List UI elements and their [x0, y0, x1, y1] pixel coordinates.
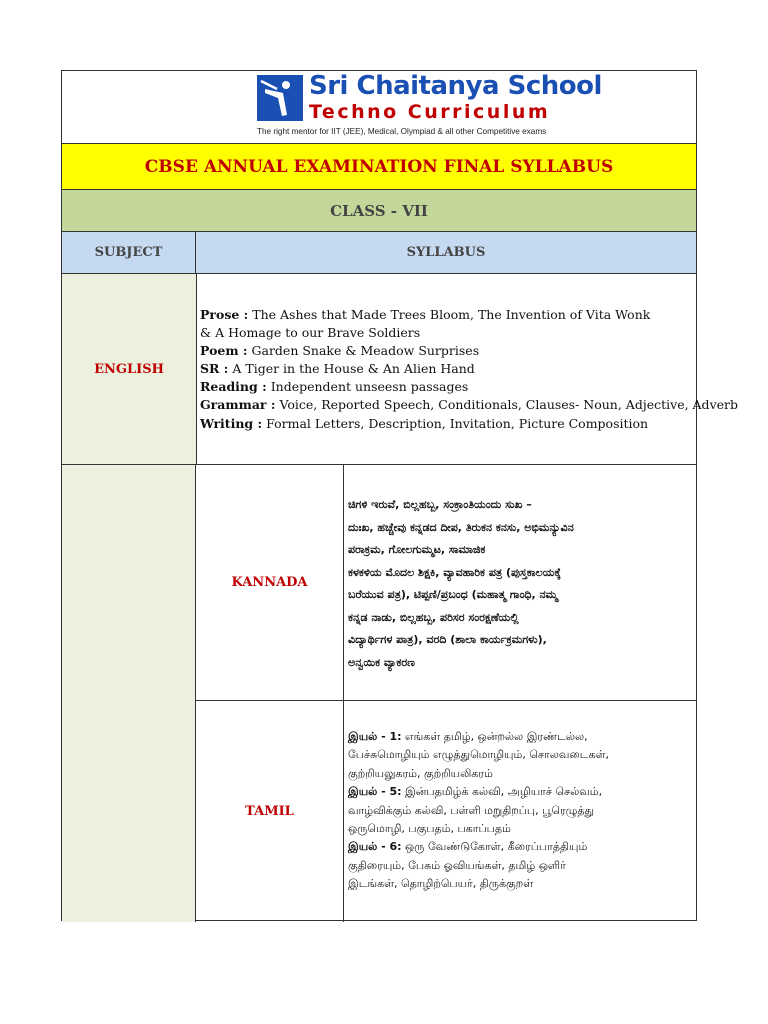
table-bottom-border [196, 920, 696, 921]
tamil-syllabus-cell [344, 701, 696, 922]
english-row [62, 274, 738, 465]
syllabus-line: வாழ்விக்கும் கல்வி, பள்ளி மறுதிறப்பு, பூரெழுத்து [348, 803, 595, 817]
syllabus-line: Prose : The Ashes that Made Trees Bloom, The Invention of Vita Wonk [200, 307, 651, 322]
syllabus-line: குற்றியலுகரம், குற்றியலிகரம் [348, 766, 493, 780]
syllabus-line: இயல் - 6: ஒரு வேண்டுகோள், கீரைப்பாத்தியும் [348, 840, 588, 854]
logo-emblem [257, 75, 303, 121]
syllabus-line: ವಿದ್ಯಾರ್ಥಿಗಳ ಪಾತ್ರ), ವರದಿ (ಶಾಲಾ ಕಾರ್ಯಕ್ರಮಗಳು), [348, 633, 547, 646]
kannada-subject-cell [196, 465, 344, 701]
logo-school-name: Sri Chaitanya School [309, 71, 602, 101]
syllabus-line: ಪರಾಕ್ರಮ, ಗೋಲಗುಮ್ಮಟ, ಸಾಮಾಜಿಕ [348, 543, 486, 556]
english-subject: ENGLISH [94, 361, 164, 377]
runner-icon [257, 75, 303, 121]
tamil-subject: TAMIL [245, 804, 294, 819]
school-logo [257, 71, 602, 141]
exam-title: CBSE ANNUAL EXAMINATION FINAL SYLLABUS [144, 156, 614, 177]
syllabus-line: Grammar : Voice, Reported Speech, Conditionals, Clauses- Noun, Adjective, Adverb [200, 397, 738, 413]
syllabus-line: ದುಃಖ, ಹಚ್ಚೇವು ಕನ್ನಡದ ದೀಪ, ತಿರುಕನ ಕನಸು, ಅಭಿಮನ್ಯುವಿನ [348, 520, 574, 534]
header-syllabus-cell [196, 232, 696, 273]
syllabus-line: குதிரையும், பேசும் ஓவியங்கள், தமிழ் ஒளிர் [348, 858, 566, 872]
header-subject-cell [62, 232, 196, 273]
english-subject-cell [62, 274, 197, 464]
class-row [62, 190, 696, 232]
syllabus-line: ಕಳಕಳಿಯ ಮೊದಲ ಶಿಕ್ಷಕಿ, ವ್ಯಾವಹಾರಿಕ ಪತ್ರ (ಪುಸ್ತಕಾಲಯಕ್ಕೆ [348, 565, 561, 579]
class-label: CLASS - VII [330, 201, 428, 220]
syllabus-table [61, 70, 738, 921]
syllabus-line: ಕನ್ನಡ ನಾಡು, ಬಿಲ್ಲ‌ಹಬ್ಬ, ಪರಿಸರ ಸಂರಕ್ಷಣೆಯಲ್ಲಿ [348, 610, 519, 624]
header-syllabus: SYLLABUS [406, 245, 486, 260]
logo-curriculum: Techno Curriculum [309, 101, 551, 123]
syllabus-line: Writing : Formal Letters, Description, Invitation, Picture Composition [200, 415, 649, 431]
header-subject: SUBJECT [94, 245, 163, 260]
syllabus-line: SR : A Tiger in the House & An Alien Hand [200, 361, 475, 377]
language-group-cell [62, 465, 196, 922]
header-logo-row [62, 71, 696, 144]
syllabus-line: இயல் - 5: இன்பதமிழ்க் கல்வி, அழியாச் செல்வம், [348, 785, 603, 799]
syllabus-line: இயல் - 1: எங்கள் தமிழ், ஒன்றல்ல இரண்டல்ல, [348, 730, 588, 743]
syllabus-line: ಚಿಗಳಿ ಇರುವೆ, ಬಿಲ್ಲ‌ಹಬ್ಬ, ಸಂಕ್ರಾಂತಿಯಂದು ಸುಖ – [348, 498, 532, 511]
exam-title-row [62, 144, 696, 190]
kannada-syllabus-cell [344, 465, 696, 701]
kannada-subject: KANNADA [231, 575, 308, 590]
logo-tagline: The right mentor for IIT (JEE), Medical, Olympiad & all other Competitive exams [257, 127, 547, 136]
syllabus-line: பேச்சுமொழியும் எழுத்துமொழியும், சொலவடைகள், [348, 748, 610, 762]
syllabus-line: Reading : Independent unseesn passages [200, 379, 469, 395]
english-syllabus-cell [196, 306, 738, 433]
syllabus-line: ಅನ್ವಯಿಕ ವ್ಯಾಕರಣ [348, 655, 415, 669]
syllabus-line: Poem : Garden Snake & Meadow Surprises [200, 343, 480, 359]
syllabus-line: ஒருமொழி, பகுபதம், பகாப்பதம் [348, 822, 511, 836]
table-header-row [62, 232, 696, 274]
syllabus-line: இடங்கள், தொழிற்பெயர், திருக்குறள் [348, 877, 534, 891]
syllabus-line: & A Homage to our Brave Soldiers [200, 325, 421, 341]
syllabus-line: ಬರೆಯುವ ಪತ್ರ), ಟಿಪ್ಪಣಿ/ಪ್ರಬಂಧ (ಮಹಾತ್ಮ ಗಾಂಧಿ, ನಮ್ಮ [348, 588, 558, 601]
tamil-subject-cell [196, 701, 344, 922]
